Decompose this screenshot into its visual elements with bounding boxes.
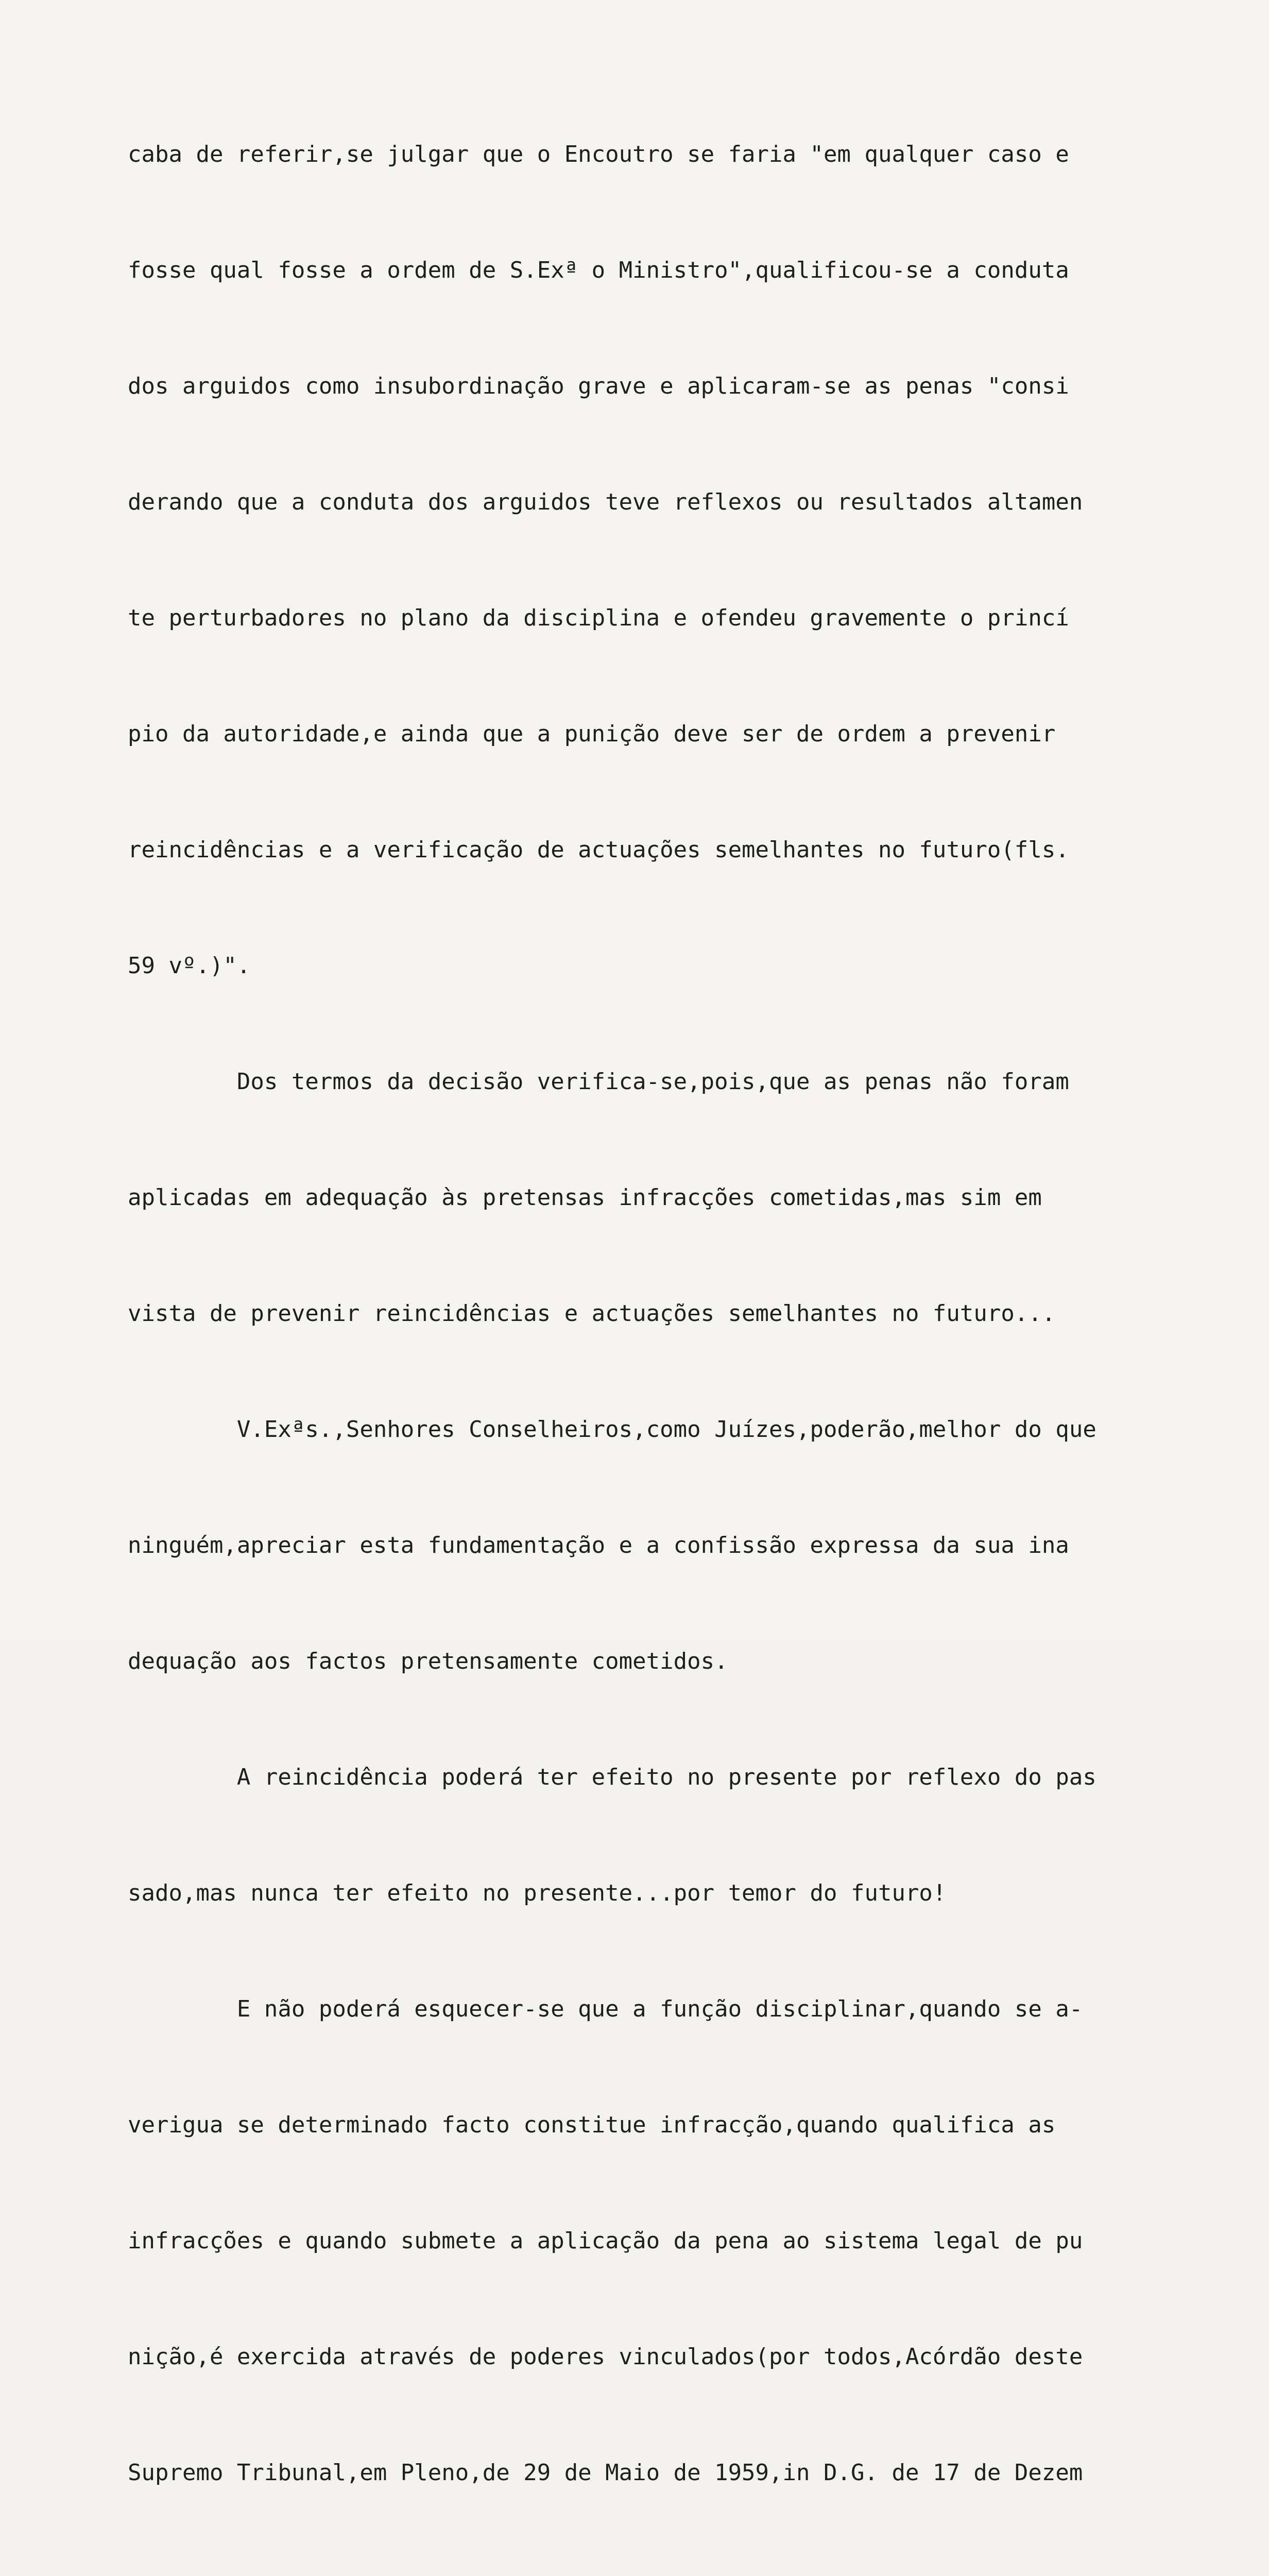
text-line: caba de referir,se julgar que o Encoutro se faria "em qualquer caso e <box>128 141 1069 167</box>
text-line: infracções e quando submete a aplicação da pena ao sistema legal de pu <box>128 2228 1083 2254</box>
text-line: 59 vº.)". <box>128 953 251 979</box>
text-line: reincidências e a verificação de actuações semelhantes no futuro(fls. <box>128 837 1069 863</box>
text-line: verigua se determinado facto constitue infracção,quando qualifica as <box>128 2112 1056 2138</box>
text-line: pio da autoridade,e ainda que a punição deve ser de ordem a prevenir <box>128 721 1056 747</box>
text-line: te perturbadores no plano da disciplina e ofendeu gravemente o princí <box>128 605 1069 631</box>
text-line: nição,é exercida através de poderes vinculados(por todos,Acórdão deste <box>128 2344 1083 2370</box>
text-line: ninguém,apreciar esta fundamentação e a confissão expressa da sua ina <box>128 1532 1069 1558</box>
text-line: derando que a conduta dos arguidos teve reflexos ou resultados altamen <box>128 489 1083 515</box>
text-line <box>128 2569 1235 2576</box>
text-line: V.Exªs.,Senhores Conselheiros,como Juízes,poderão,melhor do que <box>128 1416 1096 1443</box>
text-line: sado,mas nunca ter efeito no presente...por temor do futuro! <box>128 1880 947 1906</box>
text-line: fosse qual fosse a ordem de S.Exª o Ministro",qualificou-se a conduta <box>128 257 1069 283</box>
text-line: vista de prevenir reincidências e actuações semelhantes no futuro... <box>128 1300 1056 1327</box>
text-line: E não poderá esquecer-se que a função disciplinar,quando se a- <box>128 1996 1083 2022</box>
text-line: A reincidência poderá ter efeito no presente por reflexo do pas <box>128 1764 1096 1790</box>
text-line: Dos termos da decisão verifica-se,pois,que as penas não foram <box>128 1069 1069 1095</box>
text-line: dos arguidos como insubordinação grave e aplicaram-se as penas "consi <box>128 373 1069 399</box>
text-line: dequação aos factos pretensamente cometidos. <box>128 1648 728 1674</box>
text-line: Supremo Tribunal,em Pleno,de 29 de Maio de 1959,in D.G. de 17 de Dezem <box>128 2460 1083 2486</box>
typewritten-text <box>128 58 1235 2576</box>
text-line: aplicadas em adequação às pretensas infracções cometidas,mas sim em <box>128 1184 1042 1211</box>
